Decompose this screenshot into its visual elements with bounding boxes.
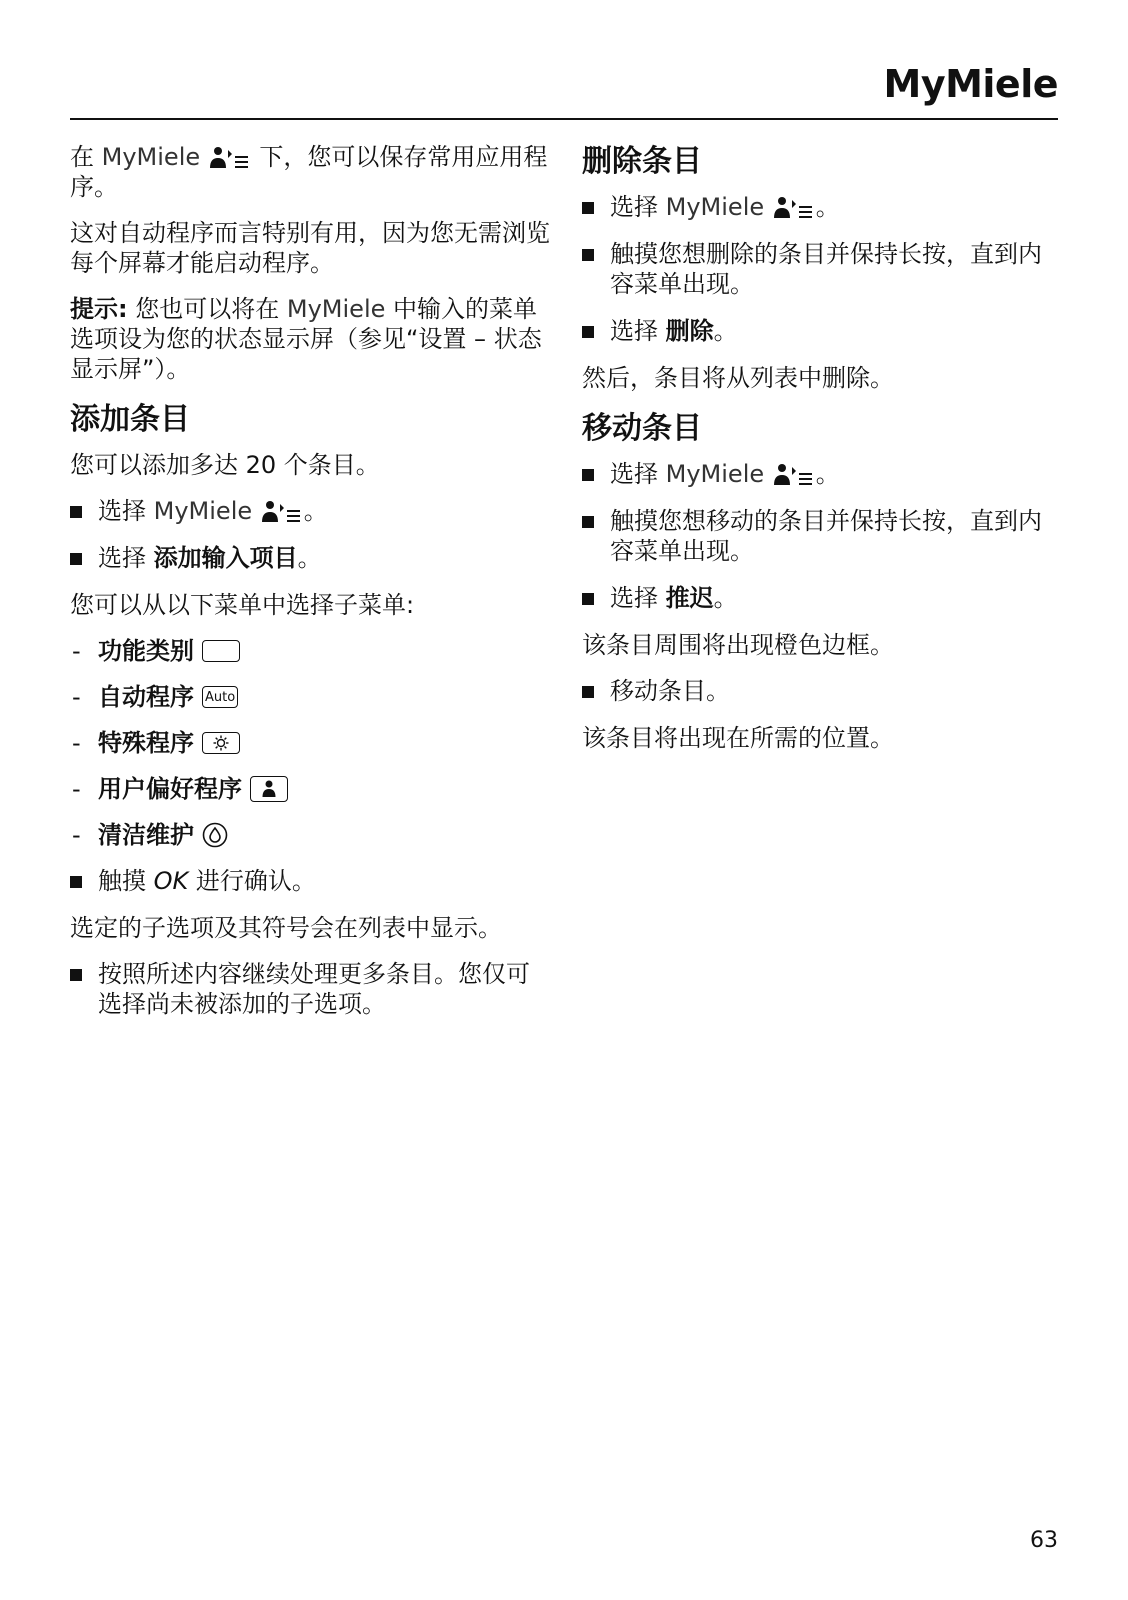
bullet-square-icon [582, 469, 594, 481]
add-step-confirm-ok: 触摸 OK 进行确认。 [70, 866, 550, 896]
blank-box-icon [202, 640, 240, 662]
move-step-long-press: 触摸您想移动的条目并保持长按，直到内容菜单出现。 [582, 506, 1062, 566]
add-items-heading: 添加条目 [70, 402, 190, 437]
delete-result-text: 然后，条目将从列表中删除。 [582, 364, 894, 392]
move-items-heading: 移动条目 [582, 411, 702, 446]
bullet-square-icon [70, 506, 82, 518]
submenu-function-category: - 功能类别 [70, 636, 550, 666]
submenu-special-programs: - 特殊程序 [70, 728, 550, 758]
bullet-square-icon [70, 553, 82, 565]
bullet-square-icon [70, 876, 82, 888]
auto-icon: Auto [202, 686, 238, 708]
gear-icon [213, 735, 229, 751]
bullet-square-icon [582, 326, 594, 338]
move-result-text-2: 该条目将出现在所需的位置。 [582, 724, 894, 752]
person-icon [262, 780, 276, 798]
user-program-icon [250, 776, 288, 802]
special-program-icon [202, 732, 240, 754]
page-title: MyMiele [883, 62, 1058, 106]
add-step-select-add-item: 选择 添加输入项目。 [70, 543, 550, 573]
page-number: 63 [1030, 1528, 1058, 1553]
maintenance-drop-icon [202, 822, 228, 848]
submenu-auto-programs: - 自动程序 Auto [70, 682, 550, 712]
delete-step-long-press: 触摸您想删除的条目并保持长按，直到内容菜单出现。 [582, 239, 1062, 299]
mymiele-icon [260, 500, 304, 524]
bullet-square-icon [582, 593, 594, 605]
bullet-square-icon [582, 686, 594, 698]
delete-step-select-delete: 选择 删除。 [582, 316, 1062, 346]
mymiele-icon [772, 463, 816, 487]
move-step-select-mymiele: 选择 MyMiele 。 [582, 459, 1062, 489]
mymiele-icon [772, 196, 816, 220]
bullet-square-icon [582, 249, 594, 261]
submenu-intro: 您可以从以下菜单中选择子菜单: [70, 591, 415, 619]
header-rule [70, 118, 1058, 120]
bullet-square-icon [70, 969, 82, 981]
bullet-square-icon [582, 202, 594, 214]
move-step-select-postpone: 选择 推迟。 [582, 583, 1062, 613]
add-limit-text: 您可以添加多达 20 个条目。 [70, 451, 380, 479]
move-step-move-item: 移动条目。 [582, 676, 1062, 706]
left-column [70, 142, 550, 1036]
mymiele-icon [208, 146, 252, 170]
intro-paragraph-1: 在 MyMiele 下，您可以保存常用应用程序。 [70, 143, 548, 201]
submenu-user-programs: - 用户偏好程序 [70, 774, 550, 804]
add-step-select-mymiele: 选择 MyMiele 。 [70, 496, 550, 526]
move-result-text-1: 该条目周围将出现橙色边框。 [582, 631, 894, 659]
delete-items-heading: 删除条目 [582, 144, 702, 179]
right-column [582, 142, 1062, 769]
delete-step-select-mymiele: 选择 MyMiele 。 [582, 192, 1062, 222]
intro-paragraph-2: 这对自动程序而言特别有用，因为您无需浏览每个屏幕才能启动程序。 [70, 219, 550, 277]
bullet-square-icon [582, 516, 594, 528]
tip-paragraph: 提示: 您也可以将在 MyMiele 中输入的菜单选项设为您的状态显示屏（参见“设置 – 状态显示屏”）。 [70, 295, 542, 383]
add-step-continue: 按照所述内容继续处理更多条目。您仅可选择尚未被添加的子选项。 [70, 959, 550, 1019]
add-result-text: 选定的子选项及其符号会在列表中显示。 [70, 914, 502, 942]
submenu-maintenance: - 清洁维护 [70, 820, 550, 850]
